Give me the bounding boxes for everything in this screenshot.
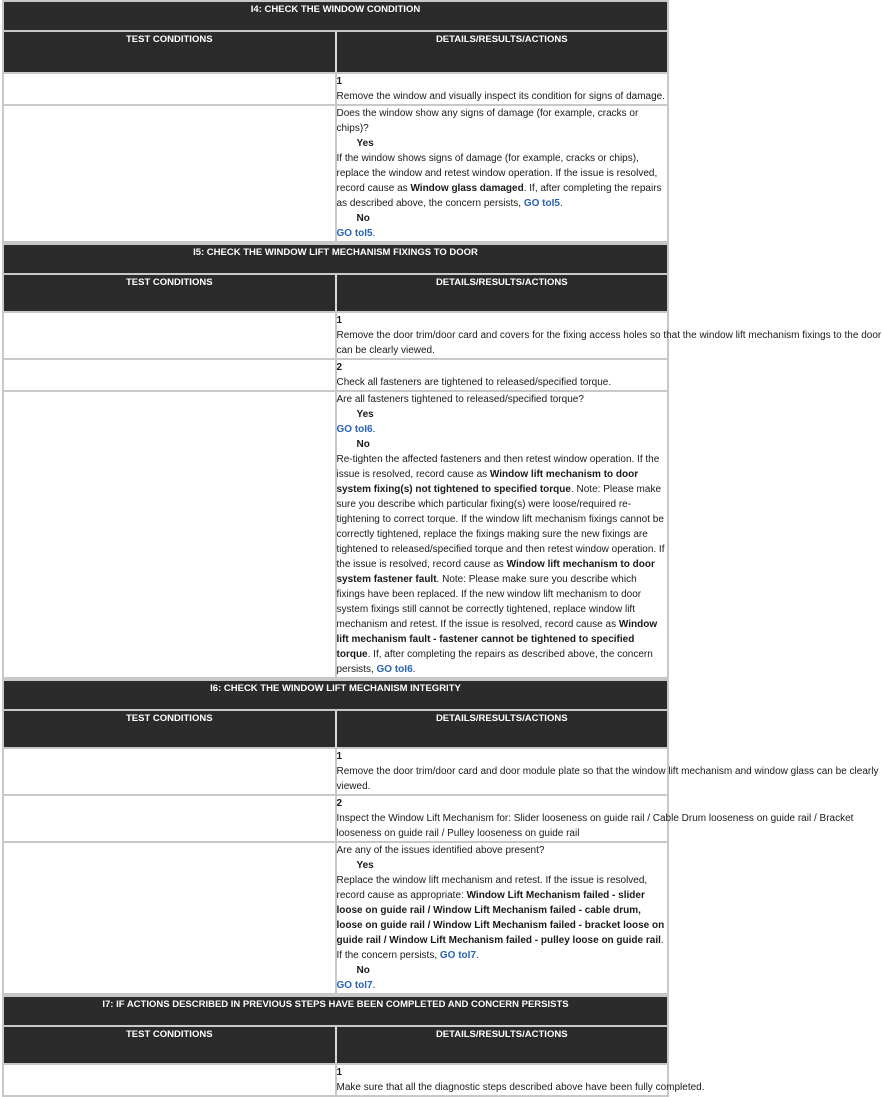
step-number: 1 [336, 751, 343, 762]
go-to-i5-link[interactable]: GO toI5 [336, 228, 373, 239]
condition-cell [3, 312, 336, 359]
answer-yes-label: Yes [356, 860, 374, 871]
step-row [336, 1064, 705, 1096]
no-action: GO toI7. [336, 980, 376, 991]
question-text: Are all fasteners tightened to released/specified torque? [336, 394, 584, 405]
diagnostic-document [2, 0, 882, 1097]
question-block [336, 391, 669, 678]
step-text: Remove the door trim/door card and covers for the fixing access holes so that the window lift mechanism fixings to the door can be clearly viewed. [336, 330, 882, 356]
question-block [336, 842, 669, 994]
step-number: 1 [336, 1067, 343, 1078]
step-number: 2 [336, 362, 343, 373]
yes-action: GO toI6. [336, 424, 376, 435]
step-text: Check all fasteners are tightened to released/specified torque. [336, 377, 612, 388]
step-text: Inspect the Window Lift Mechanism for: Slider looseness on guide rail / Cable Drum looseness on guide rail / Bracket looseness on guide rail / Pulley looseness on guide rail [336, 813, 854, 839]
section-title: I6: CHECK THE WINDOW LIFT MECHANISM INTEGRITY [3, 680, 668, 710]
condition-cell [3, 795, 336, 842]
step-number: 1 [336, 76, 343, 87]
test-conditions-header: TEST CONDITIONS [3, 1026, 336, 1064]
answer-no-label: No [356, 213, 370, 224]
test-conditions-header: TEST CONDITIONS [3, 31, 336, 73]
go-to-i7-link[interactable]: GO toI7 [336, 980, 373, 991]
condition-cell [3, 105, 336, 242]
step-text: Remove the door trim/door card and door module plate so that the window lift mechanism and window glass can be clearly viewed. [336, 766, 879, 792]
condition-cell [3, 842, 336, 994]
question-text: Does the window show any signs of damage (for example, cracks or chips)? [336, 108, 639, 134]
go-to-i6-link[interactable]: GO toI6 [376, 664, 413, 675]
no-action: Re-tighten the affected fasteners and then retest window operation. If the issue is resolved, record cause as Window lift mechanism to door system fixing(s) not tightened to specified torque. Note: Please make sure you describe which particular fixing(s) were loose/required re-tightening to correct torque. If the window lift mechanism fixings cannot be correctly tightened, replace the fixings making sure the new fixings are tightened to released/specified torque and then retest window operation. If the issue is resolved, record cause as Window lift mechanism to door system fastener fault. Note: Please make sure you describe which fixings have been replaced. If the new window lift mechanism to door system fixings still cannot be correctly tightened, replace window lift mechanism and retest. If the issue is resolved, record cause as Window lift mechanism fault - fastener cannot be tightened to specified torque. If, after completing the repairs as described above, the concern persists, GO toI6. [336, 454, 665, 675]
condition-cell [3, 1064, 336, 1096]
answer-no-label: No [356, 439, 370, 450]
condition-cell [3, 73, 336, 105]
step-text: Make sure that all the diagnostic steps described above have been fully completed. [336, 1082, 705, 1093]
step-row [336, 359, 669, 391]
answer-no-label: No [356, 965, 370, 976]
condition-cell [3, 748, 336, 795]
question-block [336, 105, 669, 242]
test-conditions-header: TEST CONDITIONS [3, 710, 336, 748]
step-row [336, 312, 882, 359]
section-title: I4: CHECK THE WINDOW CONDITION [3, 1, 668, 31]
go-to-i7-link[interactable]: GO toI7 [439, 950, 477, 961]
section-title: I7: IF ACTIONS DESCRIBED IN PREVIOUS STEPS HAVE BEEN COMPLETED AND CONCERN PERSISTS [3, 996, 668, 1026]
yes-action: If the window shows signs of damage (for example, cracks or chips), replace the window and retest window operation. If the issue is resolved, record cause as Window glass damaged. If, after completing the repairs as described above, the concern persists, GO toI5. [336, 153, 662, 209]
step-text: Remove the window and visually inspect its condition for signs of damage. [336, 91, 666, 102]
section-i6 [2, 679, 879, 995]
details-header: DETAILS/RESULTS/ACTIONS [336, 31, 669, 73]
yes-action: Replace the window lift mechanism and retest. If the issue is resolved, record cause as appropriate: Window Lift Mechanism failed - slider loose on guide rail / Window Lift Mechanism failed - cable drum, loose on guide rail / Window Lift Mechanism failed - bracket loose on guide rail / Window Lift Mechanism failed - pulley loose on guide rail. If the concern persists, GO toI7. [336, 875, 665, 961]
go-to-i6-link[interactable]: GO toI6 [336, 424, 373, 435]
details-header: DETAILS/RESULTS/ACTIONS [336, 1026, 669, 1064]
condition-cell [3, 391, 336, 678]
answer-yes-label: Yes [356, 138, 374, 149]
step-row [336, 73, 669, 105]
answer-yes-label: Yes [356, 409, 374, 420]
condition-cell [3, 359, 336, 391]
step-number: 1 [336, 315, 343, 326]
go-to-i5-link[interactable]: GO toI5 [523, 198, 560, 209]
step-number: 2 [336, 798, 343, 809]
details-header: DETAILS/RESULTS/ACTIONS [336, 274, 669, 312]
section-title: I5: CHECK THE WINDOW LIFT MECHANISM FIXINGS TO DOOR [3, 244, 668, 274]
question-text: Are any of the issues identified above present? [336, 845, 545, 856]
section-i7 [2, 995, 705, 1097]
step-row [336, 748, 879, 795]
section-i5 [2, 243, 882, 679]
details-header: DETAILS/RESULTS/ACTIONS [336, 710, 669, 748]
no-action: GO toI5. [336, 228, 376, 239]
section-i4 [2, 0, 669, 243]
test-conditions-header: TEST CONDITIONS [3, 274, 336, 312]
step-row [336, 795, 854, 842]
